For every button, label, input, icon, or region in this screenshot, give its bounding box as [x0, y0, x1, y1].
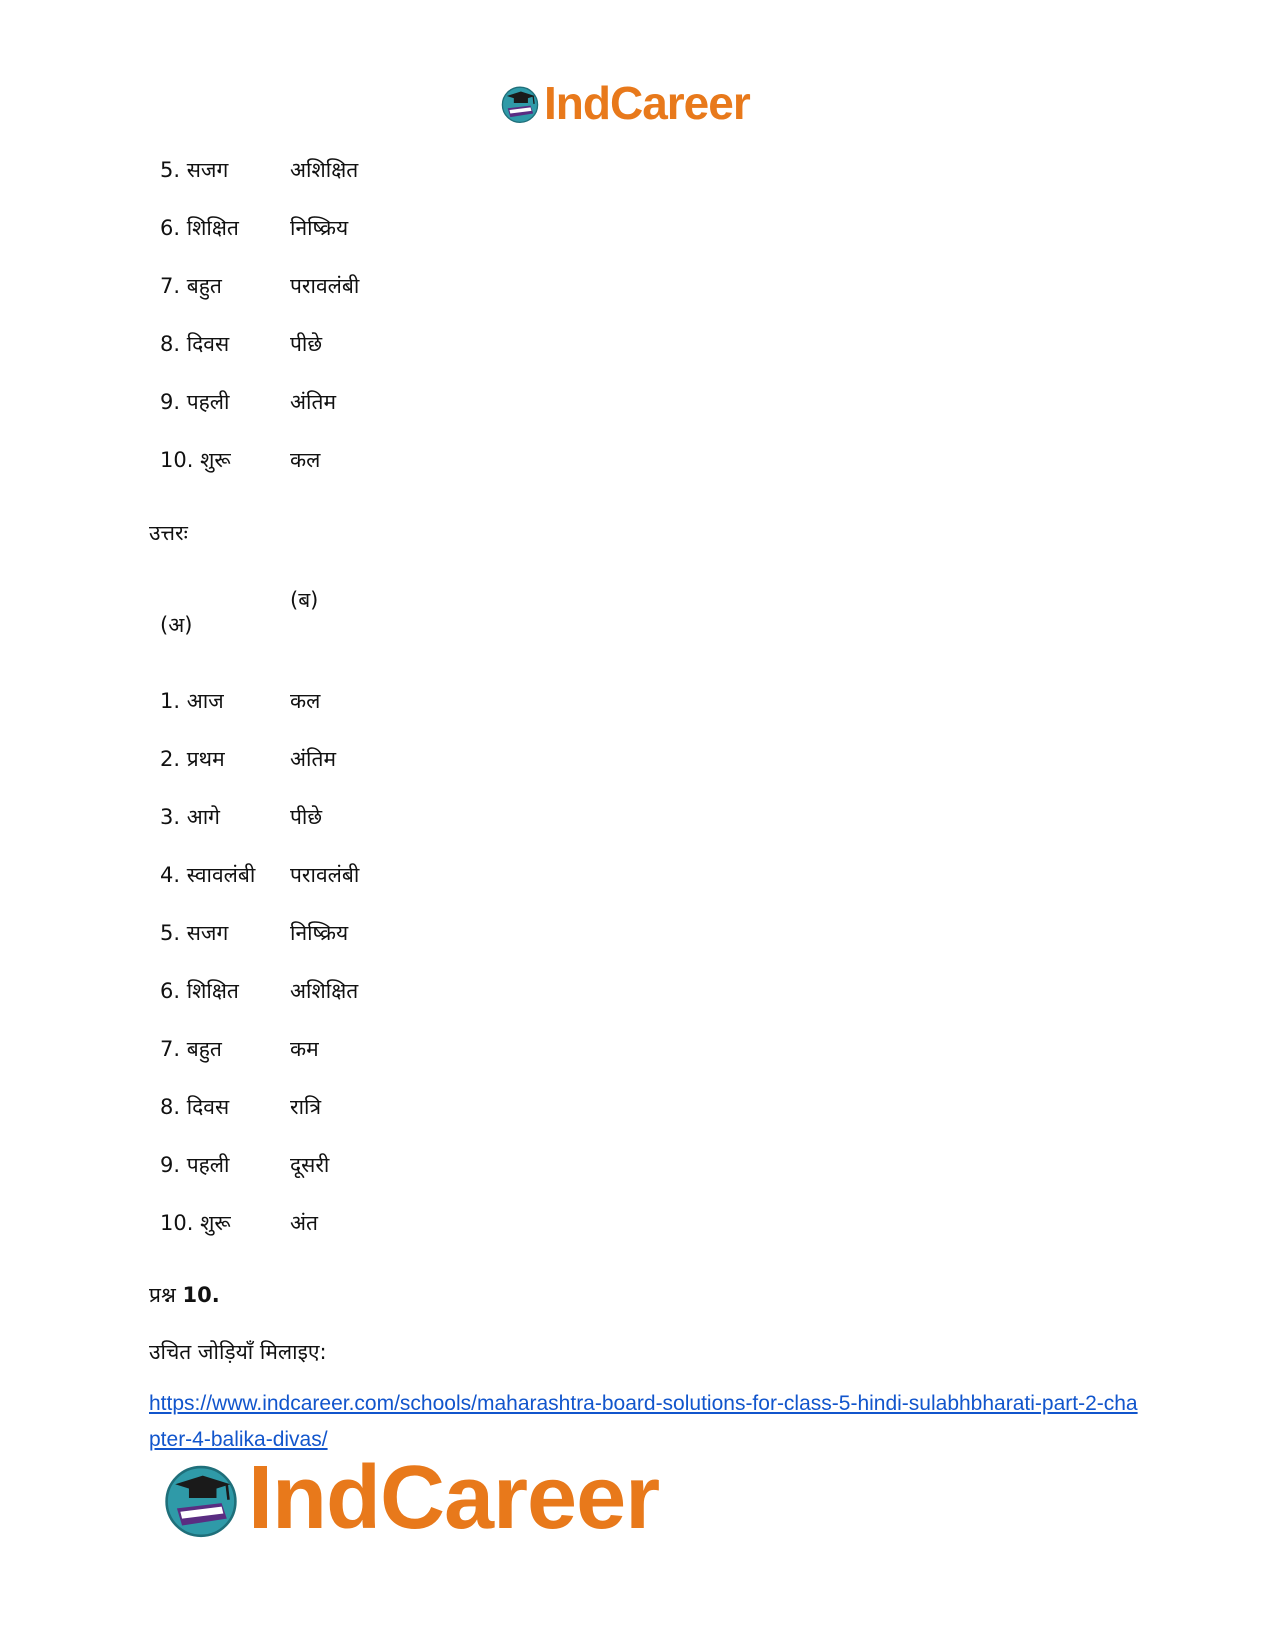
question-heading — [149, 1280, 220, 1310]
book-mortarboard-globe-icon — [498, 81, 542, 125]
logo-wordmark: IndCareer — [544, 77, 750, 129]
source-link[interactable]: https://www.indcareer.com/schools/maharashtra-board-solutions-for-class-5-hindi-sulabhbharati-part-2-chapter-4-balika-divas/ — [149, 1392, 1138, 1451]
list-item-right: पीछे — [290, 332, 323, 356]
list-item-left: 7. बहुत — [160, 274, 222, 298]
list-item-right: अंतिम — [290, 390, 337, 414]
column-header-b: (ब) — [290, 588, 319, 612]
list-item-left: 6. शिक्षित — [160, 979, 239, 1003]
column-header-a: (अ) — [160, 613, 193, 637]
list-item-left: 1. आज — [160, 689, 224, 713]
list-item-left: 10. शुरू — [160, 448, 231, 472]
list-item-right: कल — [290, 689, 321, 713]
list-item-left: 8. दिवस — [160, 1095, 230, 1119]
logo-wordmark: IndCareer — [248, 1448, 660, 1548]
list-item-right: कम — [290, 1037, 319, 1061]
list-item-right: अशिक्षित — [290, 979, 359, 1003]
list-item-right: पीछे — [290, 805, 323, 829]
list-item-right: परावलंबी — [290, 274, 360, 298]
footer-logo — [158, 1448, 660, 1548]
list-item-right: अशिक्षित — [290, 158, 359, 182]
answer-label: उत्तरः — [149, 521, 188, 545]
list-item-right: दूसरी — [290, 1153, 330, 1177]
list-item-left: 4. स्वावलंबी — [160, 863, 256, 887]
list-item-left: 5. सजग — [160, 921, 229, 945]
list-item-left: 9. पहली — [160, 390, 230, 414]
list-item-right: अंतिम — [290, 747, 337, 771]
book-mortarboard-globe-icon — [158, 1455, 244, 1541]
question-instruction: उचित जोड़ियाँ मिलाइए: — [149, 1340, 327, 1364]
question-prefix: प्रश्न — [149, 1283, 176, 1307]
list-item-right: निष्क्रिय — [290, 216, 349, 240]
list-item-right: अंत — [290, 1211, 319, 1235]
list-item-right: निष्क्रिय — [290, 921, 349, 945]
list-item-right: रात्रि — [290, 1095, 322, 1119]
list-item-left: 5. सजग — [160, 158, 229, 182]
list-item-left: 8. दिवस — [160, 332, 230, 356]
list-item-left: 3. आगे — [160, 805, 220, 829]
list-item-left: 2. प्रथम — [160, 747, 225, 771]
list-item-left: 7. बहुत — [160, 1037, 222, 1061]
list-item-left: 9. पहली — [160, 1153, 230, 1177]
list-item-left: 10. शुरू — [160, 1211, 231, 1235]
list-item-right: परावलंबी — [290, 863, 360, 887]
question-number: 10. — [182, 1283, 220, 1307]
list-item-left: 6. शिक्षित — [160, 216, 239, 240]
header-logo — [498, 78, 750, 128]
list-item-right: कल — [290, 448, 321, 472]
